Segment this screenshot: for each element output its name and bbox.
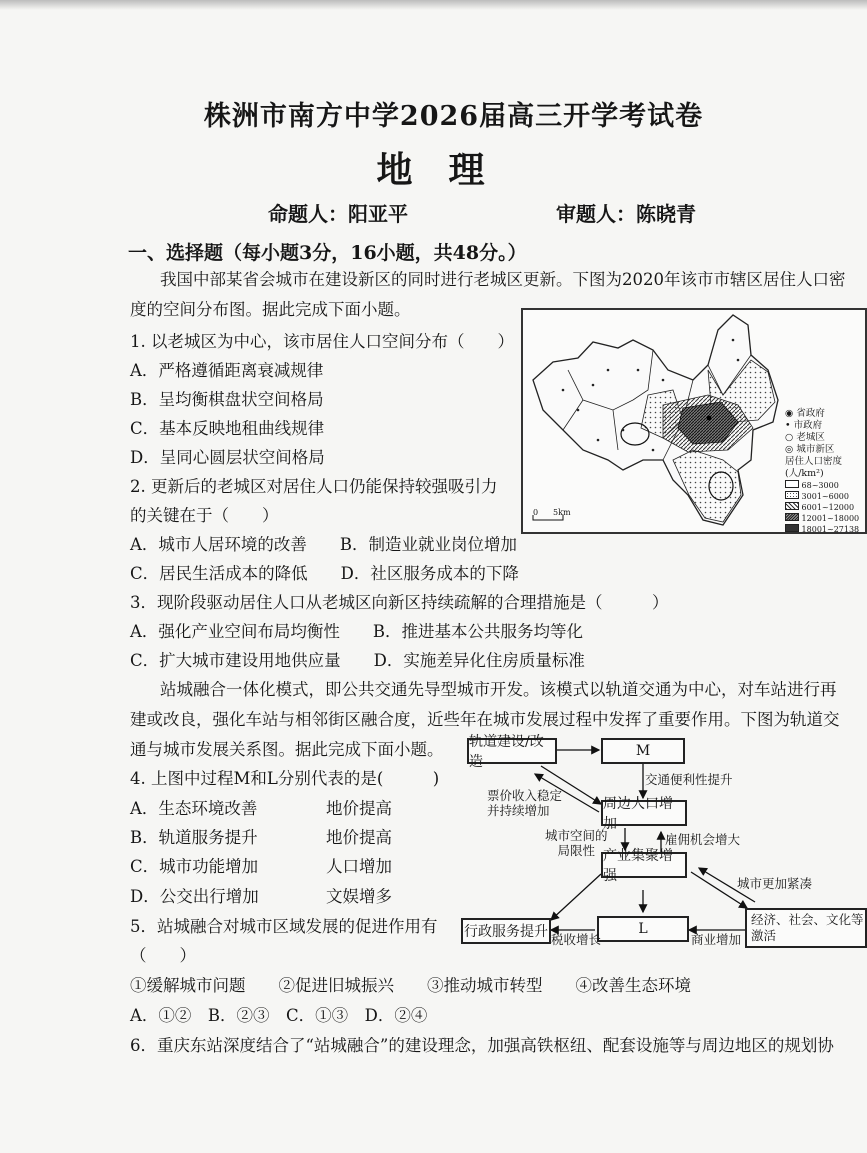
q1-option-d: D．呈同心圆层状空间格局 [130, 448, 325, 467]
rail-city-flow-diagram [455, 732, 867, 978]
q4-option-c: C．城市功能增加 [130, 857, 259, 876]
q1-option-c: C．基本反映地租曲线规律 [130, 419, 325, 438]
q2-options-ab: A．城市人居环境的改善 B．制造业就业岗位增加 [130, 535, 518, 554]
label-commerce: 商业增加 [691, 932, 742, 947]
label-tax: 税收增长 [551, 932, 602, 947]
q4-option-a-second: 地价提高 [326, 799, 392, 818]
legend-province-gov: ◉ 省政府 [785, 408, 825, 419]
box-industry: 产业集聚增强 [601, 852, 687, 878]
label-compact: 城市更加紧凑 [737, 876, 813, 891]
q1-option-b: B．呈均衡棋盘状空间格局 [130, 390, 324, 409]
subject-title: 地理 [376, 149, 521, 191]
legend-new-town: ◎ 城市新区 [785, 444, 835, 455]
scale-label: 5km [553, 508, 571, 517]
passage1-line1: 我国中部某省会城市在建设新区的同时进行老城区更新。下图为2020年该市市辖区居住人口密 [160, 270, 846, 289]
label-jobs: 雇佣机会增大 [665, 832, 741, 847]
new-town-icon: ◎ [785, 444, 794, 455]
box-rail-construction: 轨道建设/改造 [467, 738, 557, 764]
q5-answers: A．①② B．②③ C．①③ D．②④ [130, 1006, 428, 1025]
q5-stem: 5．站城融合对城市区域发展的促进作用有 [130, 917, 438, 936]
box-vitality: 经济、社会、文化等 激活 [745, 908, 867, 948]
q1-stem: 1. 以老城区为中心，该市居住人口空间分布（ ） [130, 332, 514, 351]
swatch-icon [785, 480, 799, 488]
old-town-icon: ○ [785, 432, 794, 443]
setter: 命题人：阳亚平 [268, 202, 408, 226]
reviewer: 审题人：陈晓青 [556, 202, 696, 226]
section-heading: 一、选择题（每小题3分，16小题，共48分。） [128, 242, 527, 264]
legend-old-town: ○ 老城区 [785, 432, 825, 443]
density-class-1: 68~3000 [785, 480, 859, 491]
label-space-limit: 城市空间的 局限性 [545, 828, 608, 858]
q4-option-a: A．生态环境改善 [130, 799, 258, 818]
passage2-line1: 站城融合一体化模式，即公共交通先导型城市开发。该模式以轨道交通为中心，对车站进行再 [160, 680, 837, 699]
q5-choices: ①缓解城市问题 ②促进旧城振兴 ③推动城市转型 ④改善生态环境 [130, 976, 691, 995]
q6-stem: 6．重庆东站深度结合了“站城融合”的建设理念，加强高铁枢纽、配套设施等与周边地区的规划协 [130, 1036, 834, 1055]
q4-option-b: B．轨道服务提升 [130, 828, 258, 847]
map-legend [785, 408, 859, 534]
q4-option-d: D．公交出行增加 [130, 887, 259, 906]
passage2-line3: 通与城市发展关系图。据此完成下面小题。 [130, 740, 444, 759]
q5-paren: （ ） [130, 946, 196, 965]
swatch-icon [785, 524, 799, 532]
q4-option-b-second: 地价提高 [326, 828, 392, 847]
q3-options-ab: A．强化产业空间布局均衡性 B．推进基本公共服务均等化 [130, 622, 584, 641]
city-gov-icon: • [785, 420, 791, 431]
swatch-icon [785, 502, 799, 510]
passage1-line2: 度的空间分布图。据此完成下面小题。 [130, 300, 411, 319]
box-admin: 行政服务提升 [461, 918, 551, 944]
scale-zero: 0 [533, 508, 539, 517]
label-fare-income: 票价收入稳定 并持续增加 [487, 788, 563, 818]
province-gov-icon: ◉ [785, 408, 794, 419]
box-m: M [601, 738, 685, 764]
legend-density-title: 居住人口密度 [785, 456, 843, 467]
box-population: 周边人口增加 [601, 800, 687, 826]
density-class-2: 3001~6000 [785, 491, 859, 502]
q1-option-a: A．严格遵循距离衰减规律 [130, 361, 324, 380]
label-transport: 交通便利性提升 [645, 772, 733, 787]
density-class-3: 6001~12000 [785, 502, 859, 513]
q3-options-cd: C．扩大城市建设用地供应量 D．实施差异化住房质量标准 [130, 651, 585, 670]
q4-option-c-second: 人口增加 [326, 857, 392, 876]
legend-density-unit: (人/km²) [785, 468, 824, 479]
box-l: L [597, 916, 689, 942]
q2-stem-line1: 2. 更新后的老城区对居住人口仍能保持较强吸引力 [130, 477, 498, 496]
q3-stem: 3．现阶段驱动居住人口从老城区向新区持续疏解的合理措施是（ ） [130, 593, 669, 612]
swatch-icon [785, 513, 799, 521]
swatch-icon [785, 491, 799, 499]
legend-city-gov: • 市政府 [785, 420, 823, 431]
passage2-line2: 建或改良，强化车站与相邻街区融合度，近些年在城市发展过程中发挥了重要作用。下图为轨道交 [130, 710, 840, 729]
q2-stem-line2: 的关键在于（ ） [130, 506, 279, 525]
q4-stem: 4. 上图中过程M和L分别代表的是( ) [130, 769, 440, 788]
q4-option-d-second: 文娱增多 [326, 887, 392, 906]
density-class-4: 12001~18000 [785, 513, 859, 524]
scan-edge [0, 0, 867, 10]
density-class-5: 18001~27138 [785, 524, 859, 534]
exam-title: 株洲市南方中学2026届高三开学考试卷 [203, 101, 704, 132]
q2-options-cd: C．居民生活成本的降低 D．社区服务成本的下降 [130, 564, 519, 583]
population-density-map [521, 308, 867, 534]
